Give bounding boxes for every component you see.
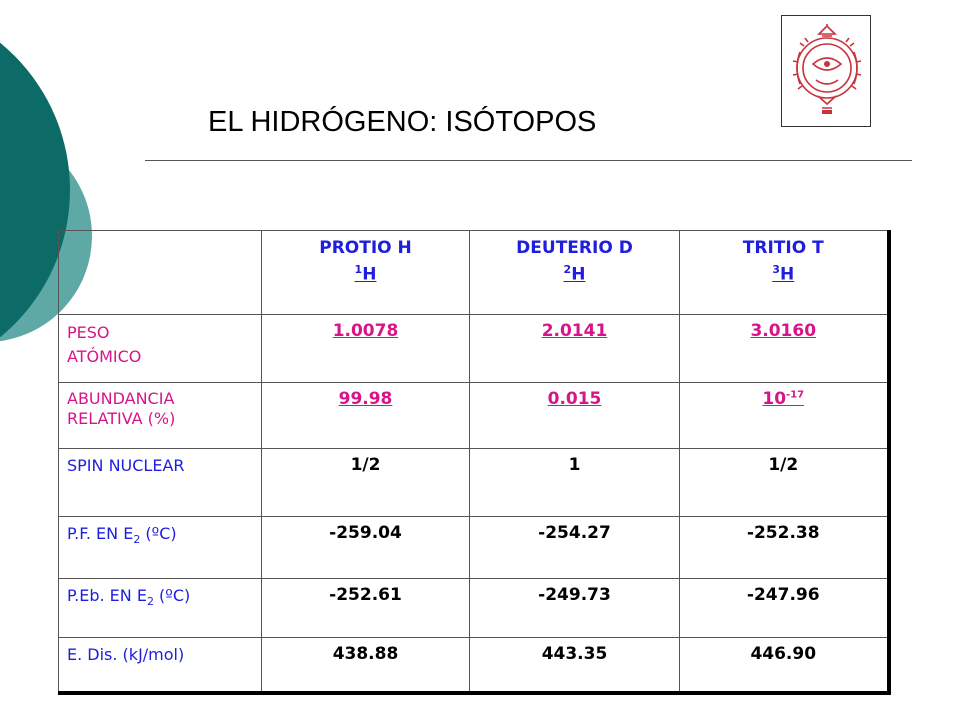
table-cell: 446.90 bbox=[680, 638, 889, 694]
label-post: (ºC) bbox=[153, 586, 191, 605]
header-deuterio-symbol bbox=[478, 259, 671, 286]
table-row bbox=[59, 517, 889, 579]
table-cell: 99.98 bbox=[262, 383, 470, 449]
abundance-exponent: -17 bbox=[786, 389, 805, 401]
header-protio bbox=[262, 231, 470, 315]
label-post: (ºC) bbox=[140, 524, 177, 543]
table-cell: 0.015 bbox=[470, 383, 680, 449]
title-underline bbox=[145, 160, 912, 161]
header-tritio bbox=[680, 231, 889, 315]
table-row bbox=[59, 315, 889, 383]
label-pre: P.Eb. EN E bbox=[67, 586, 147, 605]
table-cell bbox=[680, 383, 889, 449]
row-label-line2: ATÓMICO bbox=[67, 347, 142, 366]
abundance-base: 10 bbox=[762, 389, 787, 409]
table-cell: -249.73 bbox=[470, 579, 680, 638]
table-cell: 1.0078 bbox=[262, 315, 470, 383]
header-deuterio-sym: H bbox=[571, 264, 586, 285]
table-cell: -252.61 bbox=[262, 579, 470, 638]
table-cell: -254.27 bbox=[470, 517, 680, 579]
table-cell: 2.0141 bbox=[470, 315, 680, 383]
header-deuterio bbox=[470, 231, 680, 315]
header-empty-cell bbox=[59, 231, 262, 315]
table-cell: 1/2 bbox=[680, 449, 889, 517]
table-cell: 3.0160 bbox=[680, 315, 889, 383]
header-protio-symbol bbox=[270, 259, 461, 286]
label-sub: 2 bbox=[133, 533, 141, 547]
table-cell: 1 bbox=[470, 449, 680, 517]
header-protio-sym: H bbox=[362, 264, 377, 285]
header-deuterio-name: DEUTERIO D bbox=[516, 238, 633, 258]
header-deuterio-mass: 2 bbox=[563, 263, 572, 276]
row-label-spin: SPIN NUCLEAR bbox=[59, 449, 262, 517]
emblem-frame bbox=[781, 15, 871, 127]
table-cell: 438.88 bbox=[262, 638, 470, 694]
header-tritio-mass: 3 bbox=[772, 263, 780, 276]
row-label-energia-disociacion: E. Dis. (kJ/mol) bbox=[59, 638, 262, 694]
table-cell: -247.96 bbox=[680, 579, 889, 638]
table-row bbox=[59, 579, 889, 638]
table-row bbox=[59, 383, 889, 449]
table-cell: -259.04 bbox=[262, 517, 470, 579]
row-label-peso-atomico bbox=[59, 315, 262, 383]
header-tritio-name: TRITIO T bbox=[742, 238, 824, 258]
table-row bbox=[59, 449, 889, 517]
header-tritio-sym: H bbox=[779, 264, 795, 285]
row-label-punto-ebullicion bbox=[59, 579, 262, 638]
label-pre: P.F. EN E bbox=[67, 524, 134, 543]
isotopes-table bbox=[58, 230, 891, 695]
row-label-punto-fusion bbox=[59, 517, 262, 579]
royal-academy-emblem-icon bbox=[786, 22, 868, 120]
table-cell: 1/2 bbox=[262, 449, 470, 517]
header-protio-mass: 1 bbox=[354, 263, 363, 276]
label-sub: 2 bbox=[146, 595, 154, 609]
table-cell: 443.35 bbox=[470, 638, 680, 694]
header-protio-name: PROTIO H bbox=[319, 238, 412, 258]
table-row bbox=[59, 638, 889, 694]
header-tritio-symbol bbox=[688, 259, 879, 286]
page-title: EL HIDRÓGENO: ISÓTOPOS bbox=[208, 106, 597, 138]
table-cell: -252.38 bbox=[680, 517, 889, 579]
row-label-abundancia: ABUNDANCIA RELATIVA (%) bbox=[59, 383, 262, 449]
table-header-row bbox=[59, 231, 889, 315]
row-label-line1: PESO bbox=[67, 323, 110, 342]
